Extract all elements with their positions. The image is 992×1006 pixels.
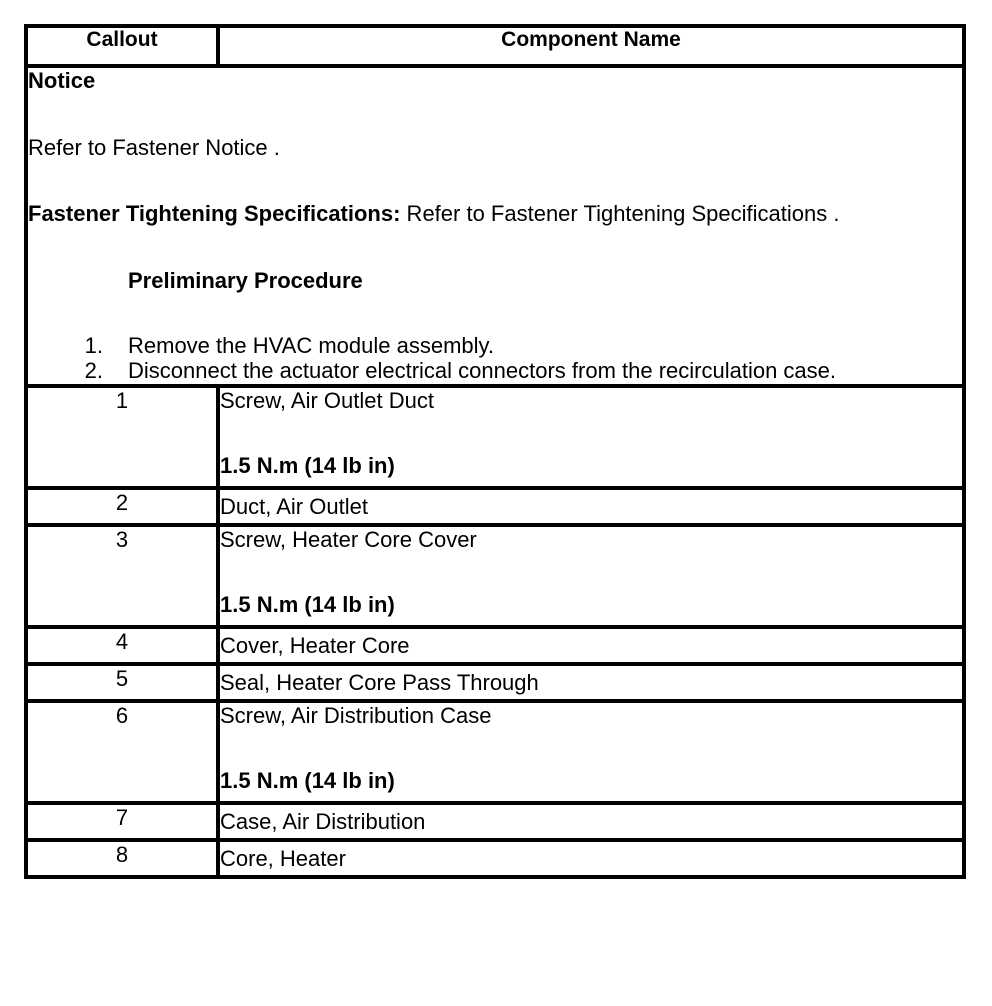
table-row	[26, 525, 964, 627]
table-row	[26, 701, 964, 803]
torque-spec: 1.5 N.m (14 lb in)	[220, 453, 395, 479]
torque-spec: 1.5 N.m (14 lb in)	[220, 592, 395, 618]
table-row	[26, 840, 964, 877]
table-header-row	[26, 26, 964, 66]
component-name-cell	[218, 701, 964, 803]
table-row	[26, 803, 964, 840]
callout-number: 2	[26, 488, 218, 525]
notice-row	[26, 66, 964, 386]
callout-number: 6	[26, 701, 218, 803]
tightening-spec-label: Fastener Tightening Specifications:	[28, 200, 401, 226]
component-name-column-header: Component Name	[218, 26, 964, 66]
callout-number: 1	[26, 386, 218, 488]
component-name-cell	[218, 386, 964, 488]
procedure-step	[28, 333, 962, 358]
tightening-spec-line	[28, 201, 962, 226]
notice-title: Notice	[28, 68, 96, 93]
component-name: Screw, Air Outlet Duct	[220, 387, 434, 413]
procedure-step	[28, 358, 962, 383]
table-row	[26, 627, 964, 664]
table-row	[26, 664, 964, 701]
component-name-cell	[218, 525, 964, 627]
callout-table	[24, 24, 966, 879]
component-name: Cover, Heater Core	[218, 627, 964, 664]
torque-spec: 1.5 N.m (14 lb in)	[220, 768, 395, 794]
callout-number: 3	[26, 525, 218, 627]
step-text: Disconnect the actuator electrical connectors from the recirculation case.	[128, 358, 836, 384]
callout-table-frame	[24, 24, 962, 879]
table-row	[26, 488, 964, 525]
component-name: Screw, Heater Core Cover	[220, 526, 477, 552]
component-name: Core, Heater	[218, 840, 964, 877]
component-name: Case, Air Distribution	[218, 803, 964, 840]
notice-cell	[26, 66, 964, 386]
callout-number: 7	[26, 803, 218, 840]
callout-number: 5	[26, 664, 218, 701]
component-name: Screw, Air Distribution Case	[220, 702, 492, 728]
component-name: Duct, Air Outlet	[218, 488, 964, 525]
tightening-spec-text: Refer to Fastener Tightening Specifications .	[400, 200, 840, 226]
procedure-steps	[28, 333, 962, 384]
step-number: 2.	[84, 358, 103, 384]
step-text: Remove the HVAC module assembly.	[128, 333, 494, 359]
callout-column-header: Callout	[26, 26, 218, 66]
step-number: 1.	[84, 333, 103, 359]
fastener-notice-text: Refer to Fastener Notice .	[28, 135, 280, 161]
callout-number: 4	[26, 627, 218, 664]
component-name: Seal, Heater Core Pass Through	[218, 664, 964, 701]
preliminary-procedure-title: Preliminary Procedure	[128, 267, 363, 293]
table-row	[26, 386, 964, 488]
callout-number: 8	[26, 840, 218, 877]
